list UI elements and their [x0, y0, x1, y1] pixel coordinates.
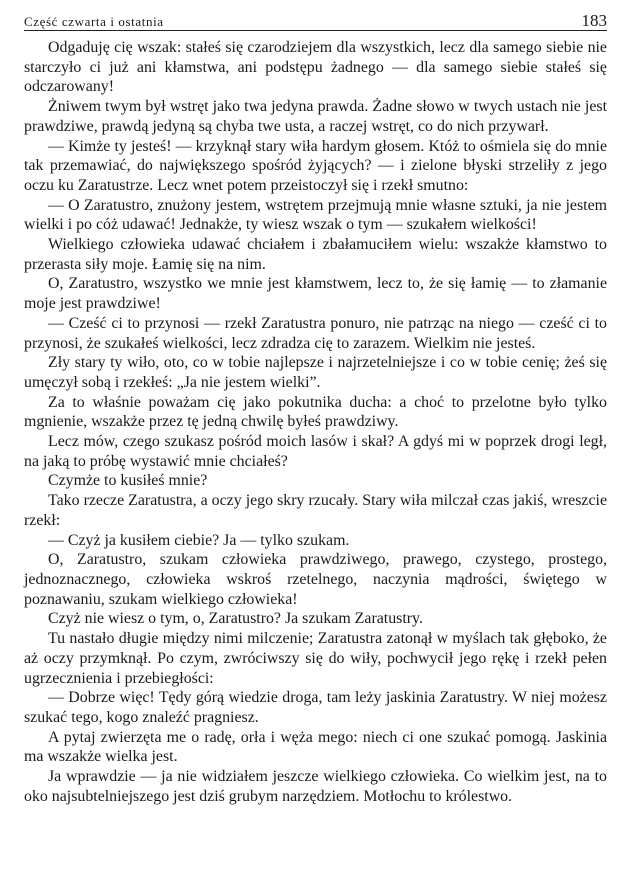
paragraph: Odgaduję cię wszak: stałeś się czarodziejem dla wszystkich, lecz dla samego siebie nie starczyło ci już ani kłamstwa, ani podstępu żadnego — dla samego siebie stałeś się odczarowany! [24, 39, 607, 96]
paragraph: Żniwem twym był wstręt jako twa jedyna prawda. Żadne słowo w twych ustach nie jest prawdziwe, prawdą jedyną są chyba twe usta, a raczej wstręt, co do nich przywarł. [24, 98, 607, 135]
paragraph: Ja wprawdzie — ja nie widziałem jeszcze wielkiego człowieka. Co wielkim jest, na to oko najsubtelniejszego jest dziś grubym narzędziem. Motłochu to królestwo. [24, 768, 607, 805]
running-header [24, 8, 607, 31]
paragraph: Czyż nie wiesz o tym, o, Zaratustro? Ja szukam Zaratustry. [48, 610, 423, 628]
paragraph: Wielkiego człowieka udawać chciałem i zbałamuciłem wielu: wszakże kłamstwo to przerasta siły moje. Łamię się na nim. [24, 236, 607, 273]
paragraph: — Czyż ja kusiłem ciebie? Ja — tylko szukam. [48, 531, 350, 549]
paragraph: O, Zaratustro, szukam człowieka prawdziwego, prawego, czystego, prostego, jednoznacznego, człowieka wskroś rzetelnego, naczynia mądrości, świętego w poznawaniu, szukam wielkiego człowieka! [24, 551, 607, 608]
paragraph: A pytaj zwierzęta me o radę, orła i węża mego: niech ci one szukać pomogą. Jaskinia ma wszakże wielka jest. [24, 728, 607, 766]
paragraph: Tu nastało długie między nimi milczenie; Zaratustra zatonął w myślach tak głęboko, że aż oczy przymknął. Po czym, zwróciwszy się do wiły, pochwycił jego rękę i rzekł pełen ugrzecznienia i przebiegłości: [24, 630, 607, 687]
paragraph: — Dobrze więc! Tędy górą wiedzie droga, tam leży jaskinia Zaratustry. W niej możesz szukać tego, kogo znaleźć pragniesz. [24, 689, 607, 726]
body-text [24, 38, 607, 806]
paragraph: — Kimże ty jesteś! — krzyknął stary wiła hardym głosem. Któż to ośmiela się do mnie tak przemawiać, do największego spośród żyjących? — i zielone błyski strzeliły z jego oczu ku Zaratustrze. Lecz wnet potem przeistoczył się i rzekł smutno: [24, 137, 607, 194]
paragraph: Lecz mów, czego szukasz pośród moich lasów i skał? A gdyś mi w poprzek drogi legł, na jaką to próbę wystawić mnie chciałeś? [24, 433, 607, 470]
paragraph: — Cześć ci to przynosi — rzekł Zaratustra ponuro, nie patrząc na niego — cześć ci to przynosi, że szukałeś wielkości, lecz zdradza cię to zarazem. Wielkim nie jesteś. [24, 314, 607, 352]
paragraph: Tako rzecze Zaratustra, a oczy jego skry rzucały. Stary wiła milczał czas jakiś, wreszcie rzekł: [24, 492, 607, 529]
paragraph: — O Zaratustro, znużony jestem, wstrętem przejmują mnie własne sztuki, ja nie jestem wielki i po cóż udawać! Jednakże, ty wiesz wszak o tym — szukałem wielkości! [24, 196, 607, 234]
paragraph: O, Zaratustro, wszystko we mnie jest kłamstwem, lecz to, że się łamię — to złamanie moje jest prawdziwe! [24, 275, 607, 313]
paragraph: Za to właśnie poważam cię jako pokutnika ducha: a choć to przelotne było tylko mgnienie, wszakże przez tę jedną chwilę byłeś prawdziwy. [24, 393, 607, 431]
section-title: Część czwarta i ostatnia [24, 14, 164, 29]
page-number: 183 [581, 11, 607, 30]
paragraph: Czymże to kusiłeś mnie? [48, 472, 208, 490]
paragraph: Zły stary ty wiło, oto, co w tobie najlepsze i najrzetelniejsze i co w tobie cenię; żeś się umęczył sobą i rzekłeś: „Ja nie jestem wielki”. [24, 354, 607, 391]
